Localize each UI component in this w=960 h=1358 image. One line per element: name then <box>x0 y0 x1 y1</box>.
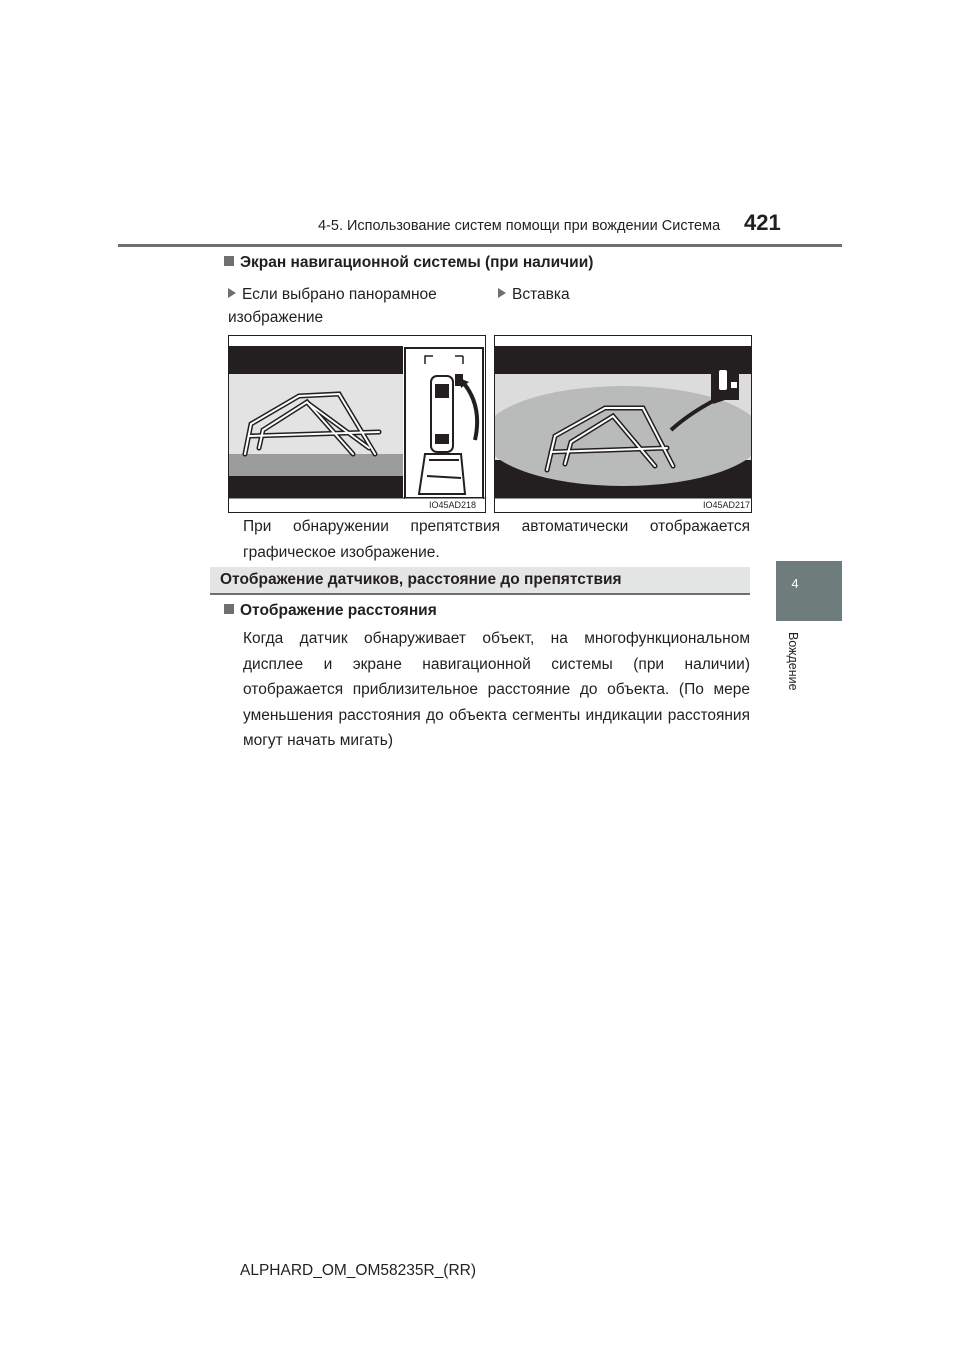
nav-screen-heading-text: Экран навигационной системы (при наличии) <box>240 254 594 271</box>
figure-left-code: IO45AD218 <box>429 500 477 510</box>
triangle-bullet-icon <box>228 288 236 298</box>
distance-heading-text: Отображение расстояния <box>240 602 437 619</box>
distance-body: Когда датчик обнаруживает объект, на многофункциональном дисплее и экране навигационной системы (при наличии) отображается приблизительное расстояние до объекта. (По мере уменьшения расстояния до объекта сегменты индикации расстояния могут начать мигать) <box>243 630 750 749</box>
section-band-title: Отображение датчиков, расстояние до препятствия <box>220 571 622 588</box>
figure-right-code: IO45AD217 <box>703 500 751 510</box>
triangle-bullet-icon <box>498 288 506 298</box>
option-panorama-text: Если выбрано панорамное изображение <box>228 286 437 326</box>
chapter-tab <box>776 561 842 621</box>
distance-heading <box>224 602 437 620</box>
figure-caption: При обнаружении препятствия автоматически отображается графическое изображение. <box>243 518 750 561</box>
square-bullet-icon <box>224 604 234 614</box>
page-number: 421 <box>744 210 781 235</box>
nav-screen-heading <box>224 254 593 272</box>
inset-illustration <box>495 336 751 512</box>
option-panorama <box>228 283 480 329</box>
option-inset <box>498 283 570 306</box>
figure-inset <box>494 335 752 513</box>
running-header: 4-5. Использование систем помощи при вождении Система <box>318 218 721 234</box>
square-bullet-icon <box>224 256 234 266</box>
chapter-tab-number: 4 <box>791 576 799 591</box>
document-code: ALPHARD_OM_OM58235R_(RR) <box>240 1262 477 1279</box>
panoramic-illustration <box>229 336 485 512</box>
header-rule <box>118 244 842 247</box>
chapter-tab-label: Вождение <box>786 632 800 691</box>
option-inset-text: Вставка <box>512 286 570 303</box>
figure-panoramic <box>228 335 486 513</box>
